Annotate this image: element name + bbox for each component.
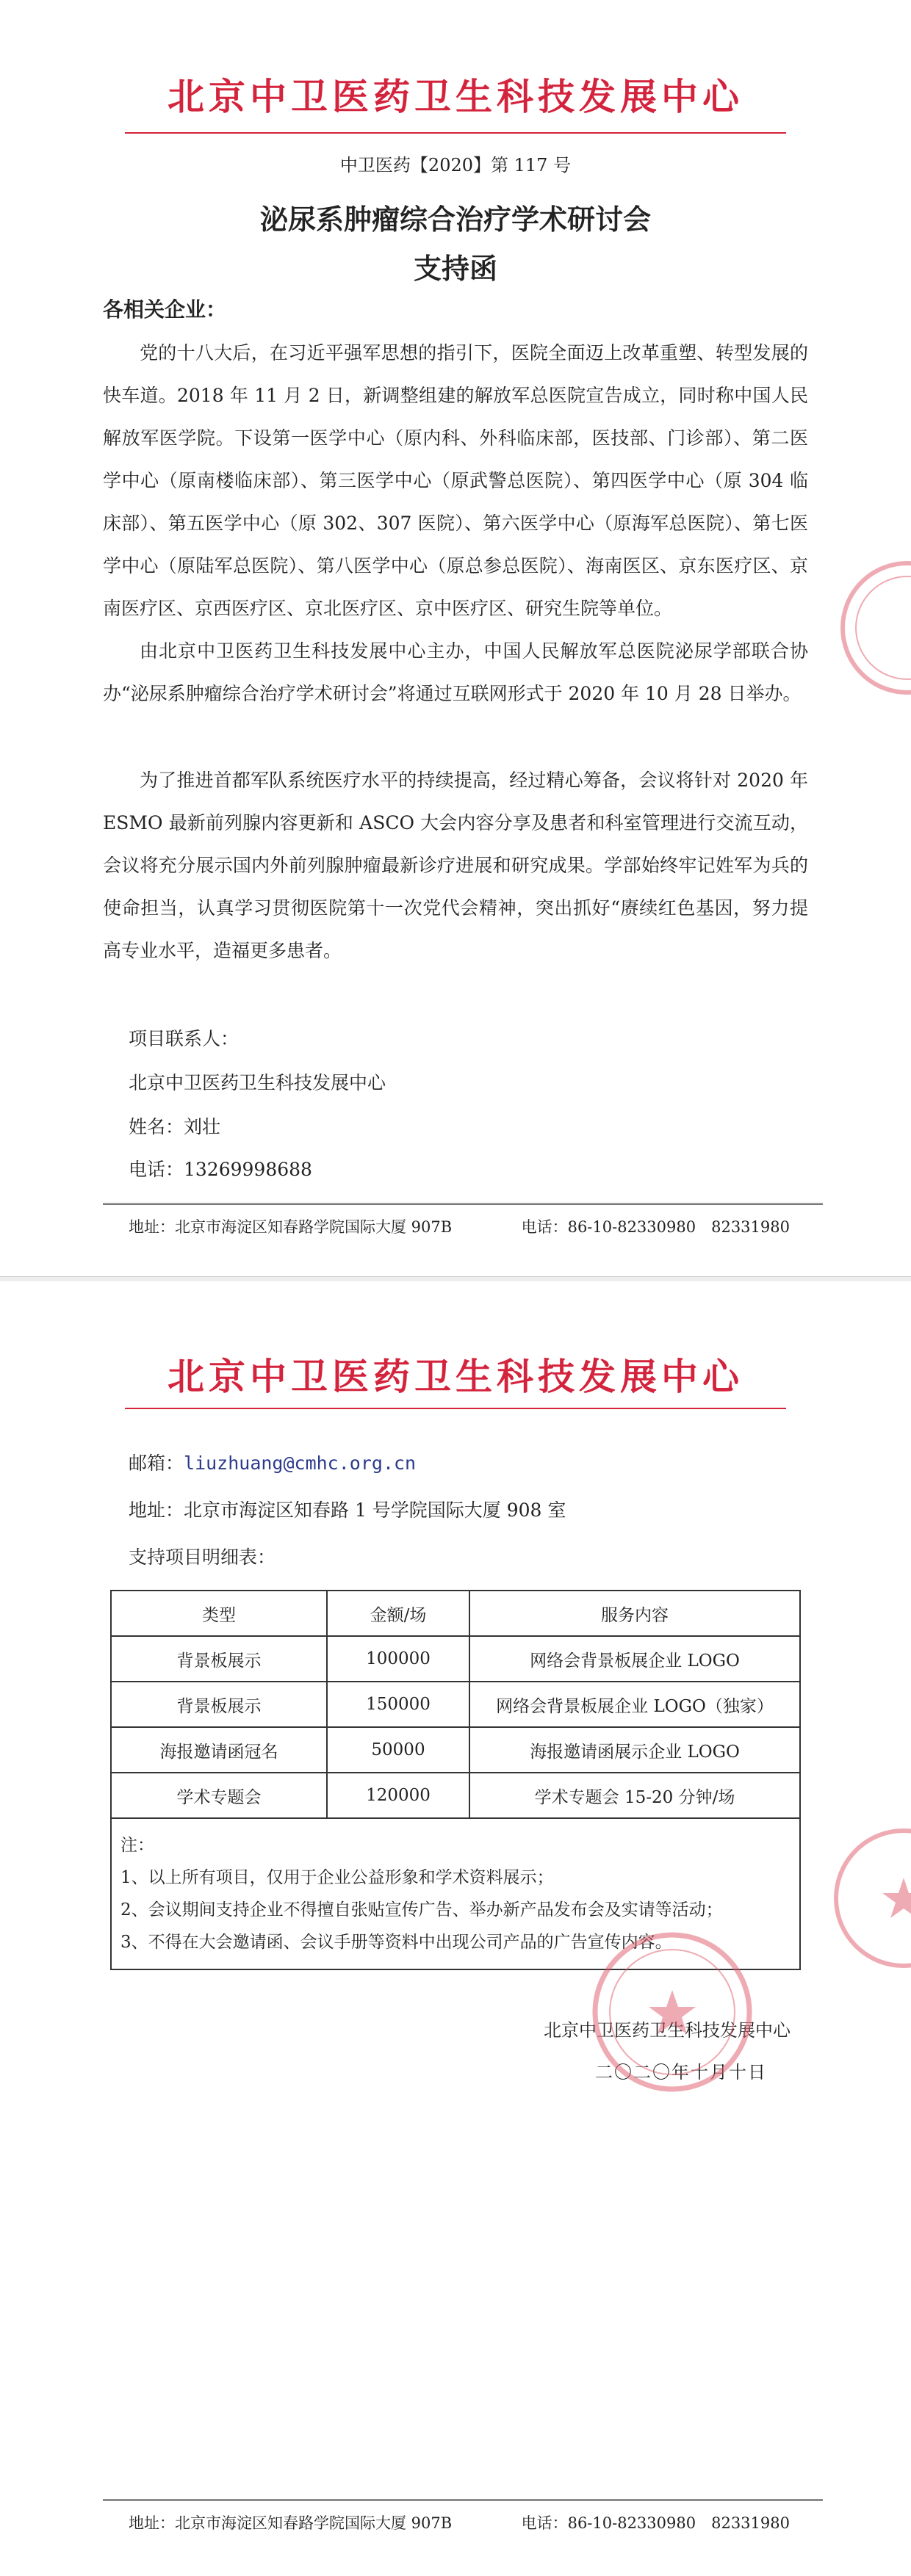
contact-name: 姓名：刘壮 [129,1116,221,1137]
seal-stamp-icon [838,558,911,698]
salutation: 各相关企业： [103,297,227,322]
table-header-row [111,1591,800,1636]
signature-org: 北京中卫医药卫生科技发展中心 [544,2020,791,2041]
table-row [111,1682,800,1727]
note-item: 3、不得在大会邀请函、会议手册等资料中出现公司产品的广告宣传内容。 [120,1933,672,1952]
support-items-table [110,1590,801,1970]
footer [129,1215,790,1237]
cell-type: 背景板展示 [111,1636,327,1682]
footer-phone: 电话：86-10-82330980 82331980 [521,1218,790,1236]
official-seal-icon [588,1928,757,2096]
footer-address: 地址：北京市海淀区知春路学院国际大厦 907B [129,1218,453,1236]
col-header-type: 类型 [111,1591,327,1636]
footer-phone: 电话：86-10-82330980 82331980 [521,2514,790,2532]
cell-service: 学术专题会 15-20 分钟/场 [469,1773,800,1818]
header-rule [125,132,786,134]
cell-amount: 50000 [327,1727,469,1773]
letter-page-2 [0,1281,911,2576]
letter-subtitle: 支持函 [413,253,497,285]
cell-service: 海报邀请函展示企业 LOGO [469,1727,800,1773]
letter-title: 泌尿系肿瘤综合治疗学术研讨会 [259,203,651,236]
col-header-amount: 金额/场 [327,1591,469,1636]
header-rule-page2 [125,1408,786,1409]
address-line: 地址：北京市海淀区知春路 1 号学院国际大厦 908 室 [129,1499,566,1521]
org-title-page2: 北京中卫医药卫生科技发展中心 [168,1356,743,1398]
table-row [111,1636,800,1682]
email-label: 邮箱： [129,1452,184,1474]
contact-org: 北京中卫医药卫生科技发展中心 [129,1072,386,1093]
cell-type: 学术专题会 [111,1773,327,1818]
paragraph-purpose: 为了推进首都军队系统医疗水平的持续提高，经过精心筹备，会议将针对 2020 年 ESMO 最新前列腺内容更新和 ASCO 大会内容分享及患者和科室管理进行交流互动，会议将充分展示国内外前列腺肿瘤最新诊疗进展和研究成果。学部始终牢记姓军为兵的使命担当，认真学习贯彻医院第十一次党代会精神，突出抓好“赓续红色基因，努力提高专业水平，造福更多患者。 [103,770,808,961]
contact-heading: 项目联系人： [129,1028,240,1049]
footer-rule [103,1203,823,1205]
contact-phone: 电话：13269998688 [129,1159,312,1180]
footer-rule-page2 [103,2499,823,2501]
footer-address: 地址：北京市海淀区知春路学院国际大厦 907B [129,2514,453,2532]
table-row [111,1727,800,1773]
table-caption: 支持项目明细表： [129,1546,276,1568]
email-address: liuzhuang@cmhc.org.cn [184,1452,417,1474]
letter-page-1 [0,0,911,1281]
cell-amount: 100000 [327,1636,469,1682]
cell-service: 网络会背景板展企业 LOGO（独家） [469,1682,800,1727]
cell-amount: 120000 [327,1773,469,1818]
table-row [111,1773,800,1818]
col-header-service: 服务内容 [469,1591,800,1636]
org-title: 北京中卫医药卫生科技发展中心 [168,76,743,118]
cell-amount: 150000 [327,1682,469,1727]
note-heading: 注： [120,1836,154,1855]
signature-date: 二〇二〇年十月十日 [595,2062,767,2083]
footer-page2 [129,2511,790,2533]
note-item: 1、以上所有项目，仅用于企业公益形象和学术资料展示； [120,1868,554,1887]
seal-stamp-icon [830,1825,911,1972]
document-number: 中卫医药【2020】第 117 号 [339,155,572,176]
email-line [129,1449,416,1475]
cell-type: 背景板展示 [111,1682,327,1727]
cell-type: 海报邀请函冠名 [111,1727,327,1773]
paragraph-background: 党的十八大后，在习近平强军思想的指引下，医院全面迈上改革重塑、转型发展的快车道。2018 年 11 月 2 日，新调整组建的解放军总医院宣告成立，同时称中国人民解放军医学院。下设第一医学中心（原内科、外科临床部，医技部、门诊部）、第二医学中心（原南楼临床部）、第三医学中心（原武警总医院）、第四医学中心（原 304 临床部）、第五医学中心（原 302、307 医院）、第六医学中心（原海军总医院）、第七医学中心（原陆军总医院）、第八医学中心（原总参总医院）、海南医区、京东医疗区、京南医疗区、京西医疗区、京北医疗区、京中医疗区、研究生院等单位。 [103,342,808,619]
cell-service: 网络会背景板展企业 LOGO [469,1636,800,1682]
paragraph-meeting: 由北京中卫医药卫生科技发展中心主办，中国人民解放军总医院泌尿学部联合协办“泌尿系肿瘤综合治疗学术研讨会”将通过互联网形式于 2020 年 10 月 28 日举办。 [103,640,808,704]
note-item: 2、会议期间支持企业不得擅自张贴宣传广告、举办新产品发布会及实请等活动； [120,1900,723,1920]
